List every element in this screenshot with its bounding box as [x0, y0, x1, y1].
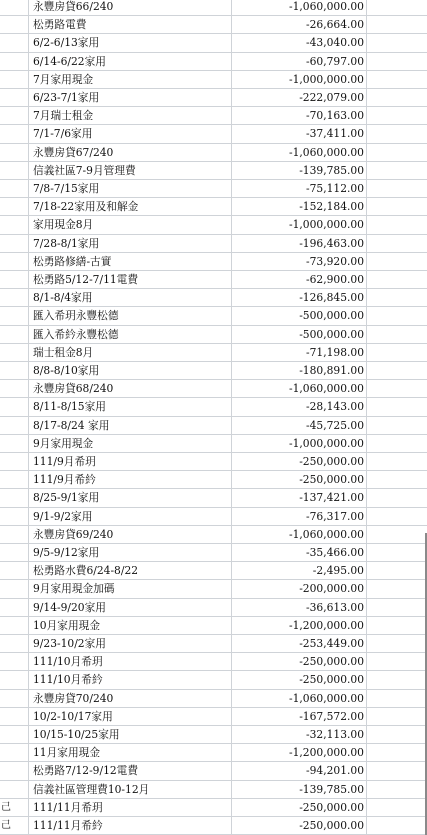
amount-cell[interactable]: -28,143.00 — [232, 398, 367, 416]
amount-cell[interactable]: -196,463.00 — [232, 235, 367, 253]
empty-cell[interactable] — [367, 781, 427, 799]
empty-cell[interactable] — [367, 617, 427, 635]
empty-cell[interactable] — [367, 198, 427, 216]
row-left-cell[interactable] — [0, 653, 29, 671]
table-row[interactable] — [0, 34, 427, 52]
table-row[interactable] — [0, 107, 427, 125]
amount-cell[interactable]: -94,201.00 — [232, 762, 367, 780]
empty-cell[interactable] — [367, 235, 427, 253]
empty-cell[interactable] — [367, 289, 427, 307]
empty-cell[interactable] — [367, 307, 427, 325]
empty-cell[interactable] — [367, 16, 427, 34]
amount-cell[interactable]: -1,000,000.00 — [232, 435, 367, 453]
description-cell[interactable]: 9/5-9/12家用 — [29, 544, 232, 562]
description-cell[interactable]: 7/18-22家用及和解金 — [29, 198, 232, 216]
row-left-cell[interactable] — [0, 380, 29, 398]
row-left-cell[interactable] — [0, 580, 29, 598]
row-left-cell[interactable] — [0, 726, 29, 744]
amount-cell[interactable]: -250,000.00 — [232, 671, 367, 689]
table-row[interactable] — [0, 544, 427, 562]
table-row[interactable] — [0, 453, 427, 471]
amount-cell[interactable]: -62,900.00 — [232, 271, 367, 289]
table-row[interactable] — [0, 289, 427, 307]
amount-cell[interactable]: -2,495.00 — [232, 562, 367, 580]
amount-cell[interactable]: -1,060,000.00 — [232, 690, 367, 708]
description-cell[interactable]: 松勇路5/12-7/11電費 — [29, 271, 232, 289]
description-cell[interactable]: 永豐房貸69/240 — [29, 526, 232, 544]
empty-cell[interactable] — [367, 89, 427, 107]
empty-cell[interactable] — [367, 799, 427, 817]
description-cell[interactable]: 11月家用現金 — [29, 744, 232, 762]
table-row[interactable] — [0, 71, 427, 89]
table-row[interactable] — [0, 144, 427, 162]
empty-cell[interactable] — [367, 0, 427, 16]
empty-cell[interactable] — [367, 53, 427, 71]
amount-cell[interactable]: -76,317.00 — [232, 508, 367, 526]
amount-cell[interactable]: -1,060,000.00 — [232, 144, 367, 162]
description-cell[interactable]: 匯入希紟永豐松德 — [29, 326, 232, 344]
table-row[interactable] — [0, 344, 427, 362]
row-left-cell[interactable] — [0, 107, 29, 125]
row-left-cell[interactable] — [0, 453, 29, 471]
description-cell[interactable]: 家用現金8月 — [29, 216, 232, 234]
description-cell[interactable]: 111/9月希紟 — [29, 471, 232, 489]
table-row[interactable] — [0, 16, 427, 34]
table-row[interactable] — [0, 671, 427, 689]
row-left-cell[interactable] — [0, 544, 29, 562]
table-row[interactable] — [0, 726, 427, 744]
amount-cell[interactable]: -180,891.00 — [232, 362, 367, 380]
row-left-cell[interactable] — [0, 89, 29, 107]
description-cell[interactable]: 8/25-9/1家用 — [29, 489, 232, 507]
empty-cell[interactable] — [367, 580, 427, 598]
description-cell[interactable]: 7/1-7/6家用 — [29, 125, 232, 143]
amount-cell[interactable]: -250,000.00 — [232, 653, 367, 671]
amount-cell[interactable]: -70,163.00 — [232, 107, 367, 125]
description-cell[interactable]: 7/8-7/15家用 — [29, 180, 232, 198]
row-left-cell[interactable] — [0, 744, 29, 762]
description-cell[interactable]: 9/14-9/20家用 — [29, 599, 232, 617]
description-cell[interactable]: 7月瑞士租金 — [29, 107, 232, 125]
empty-cell[interactable] — [367, 253, 427, 271]
empty-cell[interactable] — [367, 326, 427, 344]
empty-cell[interactable] — [367, 162, 427, 180]
description-cell[interactable]: 松勇路水費6/24-8/22 — [29, 562, 232, 580]
table-row[interactable] — [0, 471, 427, 489]
table-row[interactable] — [0, 435, 427, 453]
description-cell[interactable]: 7/28-8/1家用 — [29, 235, 232, 253]
table-row[interactable] — [0, 125, 427, 143]
row-left-cell[interactable] — [0, 53, 29, 71]
description-cell[interactable]: 瑞士租金8月 — [29, 344, 232, 362]
table-row[interactable] — [0, 180, 427, 198]
description-cell[interactable]: 111/11月希玥 — [29, 799, 232, 817]
empty-cell[interactable] — [367, 471, 427, 489]
empty-cell[interactable] — [367, 144, 427, 162]
description-cell[interactable]: 7月家用現金 — [29, 71, 232, 89]
empty-cell[interactable] — [367, 453, 427, 471]
amount-cell[interactable]: -167,572.00 — [232, 708, 367, 726]
amount-cell[interactable]: -126,845.00 — [232, 289, 367, 307]
amount-cell[interactable]: -137,421.00 — [232, 489, 367, 507]
table-row[interactable] — [0, 762, 427, 780]
amount-cell[interactable]: -43,040.00 — [232, 34, 367, 52]
empty-cell[interactable] — [367, 653, 427, 671]
description-cell[interactable]: 松勇路修繕-古實 — [29, 253, 232, 271]
row-left-cell[interactable] — [0, 344, 29, 362]
description-cell[interactable]: 111/9月希玥 — [29, 453, 232, 471]
empty-cell[interactable] — [367, 671, 427, 689]
row-left-cell[interactable] — [0, 326, 29, 344]
amount-cell[interactable]: -500,000.00 — [232, 326, 367, 344]
amount-cell[interactable]: -139,785.00 — [232, 162, 367, 180]
table-row[interactable] — [0, 89, 427, 107]
row-left-cell[interactable] — [0, 489, 29, 507]
description-cell[interactable]: 10/2-10/17家用 — [29, 708, 232, 726]
table-row[interactable] — [0, 417, 427, 435]
description-cell[interactable]: 6/14-6/22家用 — [29, 53, 232, 71]
amount-cell[interactable]: -139,785.00 — [232, 781, 367, 799]
amount-cell[interactable]: -250,000.00 — [232, 799, 367, 817]
table-row[interactable] — [0, 53, 427, 71]
empty-cell[interactable] — [367, 216, 427, 234]
table-row[interactable] — [0, 235, 427, 253]
table-row[interactable] — [0, 690, 427, 708]
empty-cell[interactable] — [367, 417, 427, 435]
empty-cell[interactable] — [367, 708, 427, 726]
description-cell[interactable]: 永豐房貸67/240 — [29, 144, 232, 162]
empty-cell[interactable] — [367, 544, 427, 562]
row-left-cell[interactable] — [0, 417, 29, 435]
empty-cell[interactable] — [367, 762, 427, 780]
description-cell[interactable]: 匯入希玥永豐松德 — [29, 307, 232, 325]
description-cell[interactable]: 9月家用現金 — [29, 435, 232, 453]
amount-cell[interactable]: -75,112.00 — [232, 180, 367, 198]
description-cell[interactable]: 永豐房貸66/240 — [29, 0, 232, 16]
table-row[interactable] — [0, 508, 427, 526]
table-row[interactable] — [0, 653, 427, 671]
row-left-cell[interactable] — [0, 144, 29, 162]
table-row[interactable] — [0, 580, 427, 598]
row-left-cell[interactable]: 己 — [0, 799, 29, 817]
table-row[interactable] — [0, 489, 427, 507]
description-cell[interactable]: 9/23-10/2家用 — [29, 635, 232, 653]
empty-cell[interactable] — [367, 271, 427, 289]
table-row[interactable] — [0, 198, 427, 216]
table-row[interactable] — [0, 781, 427, 799]
empty-cell[interactable] — [367, 180, 427, 198]
description-cell[interactable]: 10/15-10/25家用 — [29, 726, 232, 744]
amount-cell[interactable]: -200,000.00 — [232, 580, 367, 598]
amount-cell[interactable]: -1,000,000.00 — [232, 216, 367, 234]
table-row[interactable] — [0, 362, 427, 380]
empty-cell[interactable] — [367, 562, 427, 580]
table-row[interactable] — [0, 380, 427, 398]
row-left-cell[interactable] — [0, 216, 29, 234]
description-cell[interactable]: 6/2-6/13家用 — [29, 34, 232, 52]
table-row[interactable] — [0, 0, 427, 16]
table-row[interactable] — [0, 617, 427, 635]
row-left-cell[interactable] — [0, 398, 29, 416]
amount-cell[interactable]: -1,000,000.00 — [232, 71, 367, 89]
description-cell[interactable]: 10月家用現金 — [29, 617, 232, 635]
empty-cell[interactable] — [367, 508, 427, 526]
row-left-cell[interactable] — [0, 599, 29, 617]
row-left-cell[interactable] — [0, 671, 29, 689]
row-left-cell[interactable] — [0, 617, 29, 635]
empty-cell[interactable] — [367, 34, 427, 52]
table-row[interactable] — [0, 253, 427, 271]
empty-cell[interactable] — [367, 380, 427, 398]
empty-cell[interactable] — [367, 71, 427, 89]
table-row[interactable] — [0, 562, 427, 580]
empty-cell[interactable] — [367, 435, 427, 453]
row-left-cell[interactable] — [0, 180, 29, 198]
row-left-cell[interactable] — [0, 0, 29, 16]
empty-cell[interactable] — [367, 635, 427, 653]
table-row[interactable] — [0, 635, 427, 653]
row-left-cell[interactable] — [0, 34, 29, 52]
empty-cell[interactable] — [367, 362, 427, 380]
amount-cell[interactable]: -35,466.00 — [232, 544, 367, 562]
amount-cell[interactable]: -250,000.00 — [232, 471, 367, 489]
row-left-cell[interactable] — [0, 526, 29, 544]
table-row[interactable] — [0, 398, 427, 416]
row-left-cell[interactable] — [0, 435, 29, 453]
description-cell[interactable]: 8/1-8/4家用 — [29, 289, 232, 307]
description-cell[interactable]: 8/8-8/10家用 — [29, 362, 232, 380]
description-cell[interactable]: 永豐房貸68/240 — [29, 380, 232, 398]
table-row[interactable] — [0, 326, 427, 344]
amount-cell[interactable]: -37,411.00 — [232, 125, 367, 143]
description-cell[interactable]: 8/11-8/15家用 — [29, 398, 232, 416]
description-cell[interactable]: 松勇路7/12-9/12電費 — [29, 762, 232, 780]
row-left-cell[interactable] — [0, 508, 29, 526]
empty-cell[interactable] — [367, 344, 427, 362]
amount-cell[interactable]: -1,060,000.00 — [232, 0, 367, 16]
description-cell[interactable]: 9月家用現金加碼 — [29, 580, 232, 598]
description-cell[interactable]: 信義社區7-9月管理費 — [29, 162, 232, 180]
amount-cell[interactable]: -1,060,000.00 — [232, 380, 367, 398]
amount-cell[interactable]: -250,000.00 — [232, 817, 367, 835]
row-left-cell[interactable] — [0, 781, 29, 799]
row-left-cell[interactable] — [0, 289, 29, 307]
row-left-cell[interactable] — [0, 362, 29, 380]
row-left-cell[interactable] — [0, 253, 29, 271]
empty-cell[interactable] — [367, 489, 427, 507]
row-left-cell[interactable] — [0, 562, 29, 580]
table-row[interactable] — [0, 216, 427, 234]
row-left-cell[interactable] — [0, 307, 29, 325]
table-row[interactable] — [0, 817, 427, 835]
empty-cell[interactable] — [367, 125, 427, 143]
amount-cell[interactable]: -222,079.00 — [232, 89, 367, 107]
row-left-cell[interactable]: 己 — [0, 817, 29, 835]
empty-cell[interactable] — [367, 599, 427, 617]
empty-cell[interactable] — [367, 817, 427, 835]
row-left-cell[interactable] — [0, 198, 29, 216]
empty-cell[interactable] — [367, 726, 427, 744]
amount-cell[interactable]: -1,060,000.00 — [232, 526, 367, 544]
amount-cell[interactable]: -32,113.00 — [232, 726, 367, 744]
table-row[interactable] — [0, 307, 427, 325]
description-cell[interactable]: 6/23-7/1家用 — [29, 89, 232, 107]
amount-cell[interactable]: -1,200,000.00 — [232, 617, 367, 635]
row-left-cell[interactable] — [0, 471, 29, 489]
row-left-cell[interactable] — [0, 635, 29, 653]
amount-cell[interactable]: -60,797.00 — [232, 53, 367, 71]
row-left-cell[interactable] — [0, 16, 29, 34]
amount-cell[interactable]: -45,725.00 — [232, 417, 367, 435]
description-cell[interactable]: 信義社區管理費10-12月 — [29, 781, 232, 799]
amount-cell[interactable]: -1,200,000.00 — [232, 744, 367, 762]
amount-cell[interactable]: -71,198.00 — [232, 344, 367, 362]
description-cell[interactable]: 111/10月希紟 — [29, 671, 232, 689]
description-cell[interactable]: 111/10月希玥 — [29, 653, 232, 671]
row-left-cell[interactable] — [0, 162, 29, 180]
row-left-cell[interactable] — [0, 271, 29, 289]
table-row[interactable] — [0, 271, 427, 289]
amount-cell[interactable]: -26,664.00 — [232, 16, 367, 34]
empty-cell[interactable] — [367, 398, 427, 416]
description-cell[interactable]: 8/17-8/24 家用 — [29, 417, 232, 435]
description-cell[interactable]: 9/1-9/2家用 — [29, 508, 232, 526]
table-row[interactable] — [0, 162, 427, 180]
row-left-cell[interactable] — [0, 235, 29, 253]
empty-cell[interactable] — [367, 526, 427, 544]
description-cell[interactable]: 永豐房貸70/240 — [29, 690, 232, 708]
table-row[interactable] — [0, 708, 427, 726]
amount-cell[interactable]: -36,613.00 — [232, 599, 367, 617]
description-cell[interactable]: 松勇路電費 — [29, 16, 232, 34]
amount-cell[interactable]: -152,184.00 — [232, 198, 367, 216]
table-row[interactable] — [0, 599, 427, 617]
table-row[interactable] — [0, 526, 427, 544]
amount-cell[interactable]: -73,920.00 — [232, 253, 367, 271]
amount-cell[interactable]: -253,449.00 — [232, 635, 367, 653]
row-left-cell[interactable] — [0, 690, 29, 708]
amount-cell[interactable]: -500,000.00 — [232, 307, 367, 325]
table-row[interactable] — [0, 799, 427, 817]
description-cell[interactable]: 111/11月希紟 — [29, 817, 232, 835]
amount-cell[interactable]: -250,000.00 — [232, 453, 367, 471]
row-left-cell[interactable] — [0, 762, 29, 780]
empty-cell[interactable] — [367, 107, 427, 125]
empty-cell[interactable] — [367, 744, 427, 762]
row-left-cell[interactable] — [0, 71, 29, 89]
row-left-cell[interactable] — [0, 708, 29, 726]
row-left-cell[interactable] — [0, 125, 29, 143]
table-row[interactable] — [0, 744, 427, 762]
empty-cell[interactable] — [367, 690, 427, 708]
